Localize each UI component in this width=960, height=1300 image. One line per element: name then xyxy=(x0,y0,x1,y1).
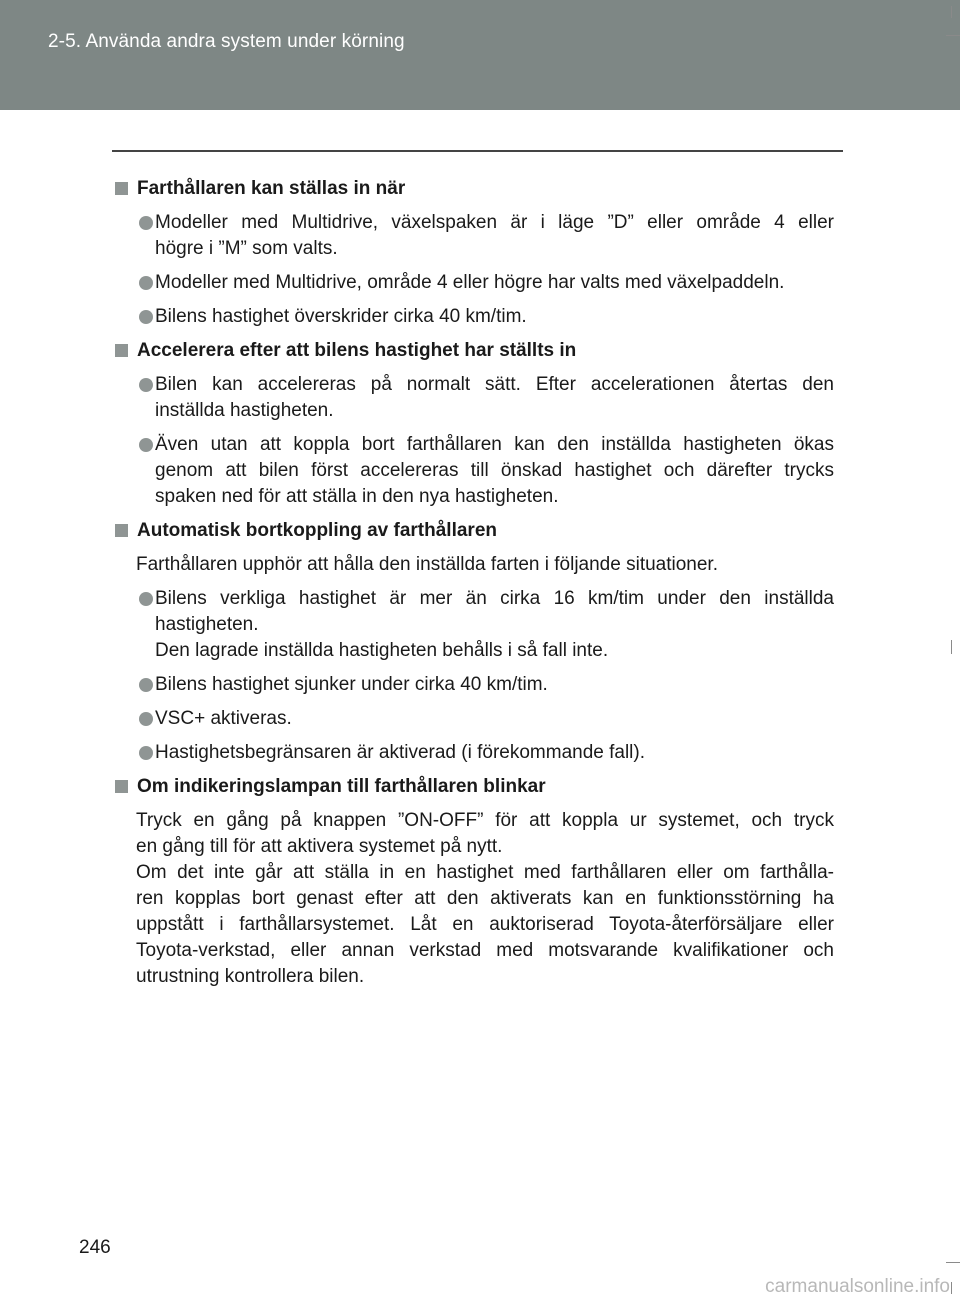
list-item: Bilens hastighet överskrider cirka 40 km/tim. xyxy=(114,304,834,330)
list-item: Modeller med Multidrive, växelspaken är i läge ”D” eller område 4 eller högre i ”M” som valts. xyxy=(114,210,834,262)
section-intro: Farthållaren upphör att hålla den inställda farten i följande situationer. xyxy=(136,554,718,575)
crop-mark xyxy=(951,640,952,654)
section-heading: Automatisk bortkoppling av farthållaren xyxy=(114,518,834,544)
crop-mark xyxy=(951,6,952,18)
crop-mark xyxy=(951,1282,952,1294)
section-heading: Om indikeringslampan till farthållaren blinkar xyxy=(114,774,834,800)
list-item: Hastighetsbegränsaren är aktiverad (i förekommande fall). xyxy=(114,740,834,766)
list-item: VSC+ aktiveras. xyxy=(114,706,834,732)
section-heading: Farthållaren kan ställas in när xyxy=(114,176,834,202)
square-bullet-icon xyxy=(115,524,128,537)
square-bullet-icon xyxy=(115,344,128,357)
circle-bullet-icon xyxy=(139,216,153,230)
circle-bullet-icon xyxy=(139,276,153,290)
crop-mark xyxy=(946,1262,960,1263)
circle-bullet-icon xyxy=(139,438,153,452)
main-content xyxy=(114,176,834,998)
watermark: carmanualsonline.info xyxy=(765,1276,950,1297)
list-item: Bilen kan accelereras på normalt sätt. Efter accelerationen återtas den inställda hastigheten. xyxy=(114,372,834,424)
section-header-band xyxy=(0,0,960,110)
section-heading: Accelerera efter att bilens hastighet har ställts in xyxy=(114,338,834,364)
list-item: Bilens verkliga hastighet är mer än cirka 16 km/tim under den inställda hastigheten. Den lagrade inställda hastigheten behålls i så fall inte. xyxy=(114,586,834,664)
circle-bullet-icon xyxy=(139,310,153,324)
page-number: 246 xyxy=(79,1237,111,1258)
circle-bullet-icon xyxy=(139,746,153,760)
crop-mark xyxy=(946,35,960,36)
list-item: Även utan att koppla bort farthållaren kan den inställda hastigheten ökas genom att bilen först accelereras till önskad hastighet och därefter trycks spaken ned för att ställa in den nya hastigheten. xyxy=(114,432,834,510)
section-title: 2-5. Använda andra system under körning xyxy=(48,31,405,52)
circle-bullet-icon xyxy=(139,378,153,392)
square-bullet-icon xyxy=(115,780,128,793)
circle-bullet-icon xyxy=(139,592,153,606)
section-body: Tryck en gång på knappen ”ON-OFF” för att koppla ur systemet, och tryck en gång till för att aktivera systemet på nytt. Om det inte går att ställa in en hastighet med farthållaren eller om farthålla- ren kopplas bort genast efter att den aktiverats kan en funktionsstörning ha uppstått i farthållarsystemet. Låt en auktoriserad Toyota-återförsäljare eller Toyota-verkstad, eller annan verkstad med motsvarande kvalifikationer och utrustning kontrollera bilen. xyxy=(136,810,834,987)
square-bullet-icon xyxy=(115,182,128,195)
list-item: Modeller med Multidrive, område 4 eller högre har valts med växelpaddeln. xyxy=(114,270,834,296)
list-item: Bilens hastighet sjunker under cirka 40 km/tim. xyxy=(114,672,834,698)
header-rule xyxy=(112,150,843,152)
circle-bullet-icon xyxy=(139,678,153,692)
circle-bullet-icon xyxy=(139,712,153,726)
